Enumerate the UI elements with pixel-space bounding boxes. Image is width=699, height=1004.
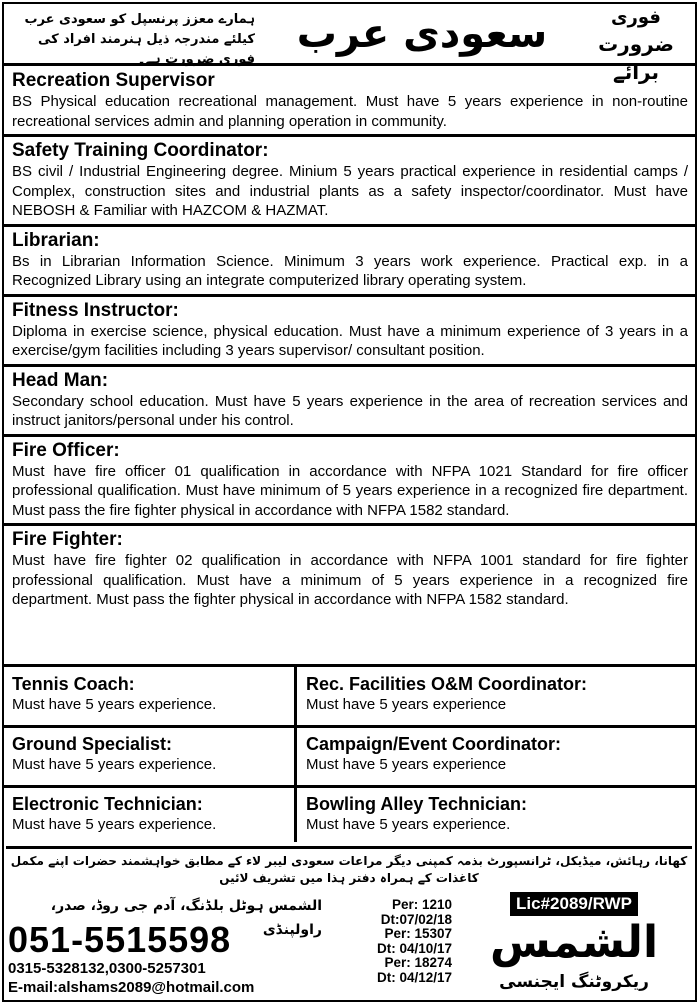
- benefits-note: کھانا، رہائش، میڈیکل، ٹرانسپورٹ بذمہ کمپنی دیگر مراعات سعودی لیبر لاء کے مطابق خواہشمند حضرات اپنے مکمل کاغذات کے ہمراہ دفتر ہذا میں تشریف لائیں: [6, 846, 692, 887]
- permit-line: Per: 15307: [384, 926, 452, 941]
- job-title: Bowling Alley Technician:: [306, 794, 528, 814]
- divider: [4, 434, 696, 437]
- mobile-phones: 0315-5328132,0300-5257301: [8, 960, 206, 977]
- required-for-label: ضرورت برائے: [598, 32, 674, 84]
- agency-label: ریکروٹنگ ایجنسی: [499, 972, 649, 992]
- header-country: سعودی عرب: [296, 11, 548, 57]
- job-grid: [4, 664, 695, 842]
- urgent-label: فوری: [611, 7, 661, 28]
- job-item: [12, 300, 688, 361]
- divider: [4, 523, 696, 526]
- permit-line: Dt: 04/10/17: [376, 940, 452, 956]
- job-description: Must have 5 years experience.: [306, 816, 511, 833]
- grid-job-item: [12, 673, 216, 714]
- job-description: Diploma in exercise science, physical education. Must have a minimum experience of 3 years in a exercise/gym facilities including 3 years supervisor/ consultant position.: [12, 322, 688, 359]
- divider: [4, 294, 696, 297]
- permit-list: [330, 898, 452, 985]
- job-description: Must have 5 years experience: [306, 696, 507, 713]
- row-divider: [4, 725, 695, 728]
- job-title: Campaign/Event Coordinator:: [306, 734, 562, 754]
- job-item: [12, 440, 688, 521]
- job-title: Electronic Technician:: [12, 794, 203, 814]
- grid-job-item: [12, 793, 216, 834]
- license-number: Lic#2089/RWP: [510, 892, 638, 916]
- job-title: Tennis Coach:: [12, 674, 135, 694]
- job-title: Fitness Instructor:: [12, 299, 179, 321]
- permit-line: Per: 18274: [384, 955, 452, 970]
- job-description: Bs in Librarian Information Science. Minimum 3 years work experience. Practical exp. in a Recognized Library using an integrate computerized library operating system.: [12, 252, 688, 289]
- job-title: Rec. Facilities O&M Coordinator:: [306, 674, 588, 694]
- job-item: [12, 230, 688, 291]
- license-block: [456, 892, 692, 916]
- job-list: [12, 70, 688, 613]
- job-title: Safety Training Coordinator:: [12, 140, 269, 161]
- job-title: Librarian:: [12, 229, 100, 251]
- job-description: Must have 5 years experience.: [12, 696, 217, 713]
- divider: [4, 224, 696, 227]
- job-item: [12, 529, 688, 610]
- job-description: Must have 5 years experience.: [12, 816, 217, 833]
- job-description: Must have 5 years experience: [306, 756, 507, 773]
- job-title: Head Man:: [12, 369, 109, 391]
- divider: [4, 134, 696, 137]
- column-divider: [294, 667, 297, 842]
- job-description: BS Physical education recreational management. Must have 5 years experience in non-routine recreational services admin and planning operation in community.: [12, 93, 688, 130]
- job-item: [12, 70, 688, 131]
- header-intro: ہمارے معزز پرنسپل کو سعودی عرب کیلئے مندرجہ ذیل ہنرمند افراد کی فوری ضرورت ہے۔: [24, 12, 255, 67]
- job-title: Fire Officer:: [12, 439, 120, 461]
- grid-job-item: [12, 733, 216, 774]
- grid-job-item: [306, 673, 587, 714]
- job-description: Must have fire officer 01 qualification in accordance with NFPA 1021 Standard for fire officer professional qualification. Must have minimum of 5 years experience in a recognized fire department. Must pass the fire fighter physical in accordance with NFPA 1582 standard.: [12, 462, 688, 519]
- brand-logo-text: الشمس: [489, 917, 659, 968]
- grid-job-item: [306, 793, 527, 834]
- job-description: Must have fire fighter 02 qualification in accordance with NFPA 1001 standard for fire fighter professional qualification. Must have a minimum of 5 years experience in a recognized fire department. Must pass the fighter physical in accordance with NFPA 1582 standard.: [12, 552, 688, 608]
- job-title: Ground Specialist:: [12, 734, 173, 754]
- job-description: BS civil / Industrial Engineering degree. Minium 5 years practical experience in residential camps / Complex, construction sites and industrial plants as a safety inspector/coordinator. Must have NEBOSH & Familiar with HAZCOM & HAZMAT.: [12, 163, 688, 219]
- permit-line: Dt: 04/12/17: [376, 969, 452, 985]
- office-address: الشمس ہوٹل بلڈنگ، آدم جی روڈ، صدر، راولپنڈی: [50, 898, 322, 938]
- grid-job-item: [306, 733, 561, 774]
- job-item: [12, 140, 688, 221]
- email-address: E-mail:alshams2089@hotmail.com: [8, 979, 255, 996]
- row-divider: [4, 785, 695, 788]
- permit-line: Per: 1210: [391, 897, 452, 912]
- main-phone: 051-5515598: [8, 919, 232, 960]
- permit-line: Dt:07/02/18: [380, 911, 452, 927]
- divider: [4, 364, 696, 367]
- contact-footer: [4, 890, 695, 1000]
- job-description: Secondary school education. Must have 5 years experience in the area of recreation services and instruct janitors/personal under his control.: [12, 392, 688, 429]
- job-title: Recreation Supervisor: [12, 70, 215, 91]
- job-title: Fire Fighter:: [12, 529, 123, 550]
- job-description: Must have 5 years experience.: [12, 756, 217, 773]
- job-item: [12, 370, 688, 431]
